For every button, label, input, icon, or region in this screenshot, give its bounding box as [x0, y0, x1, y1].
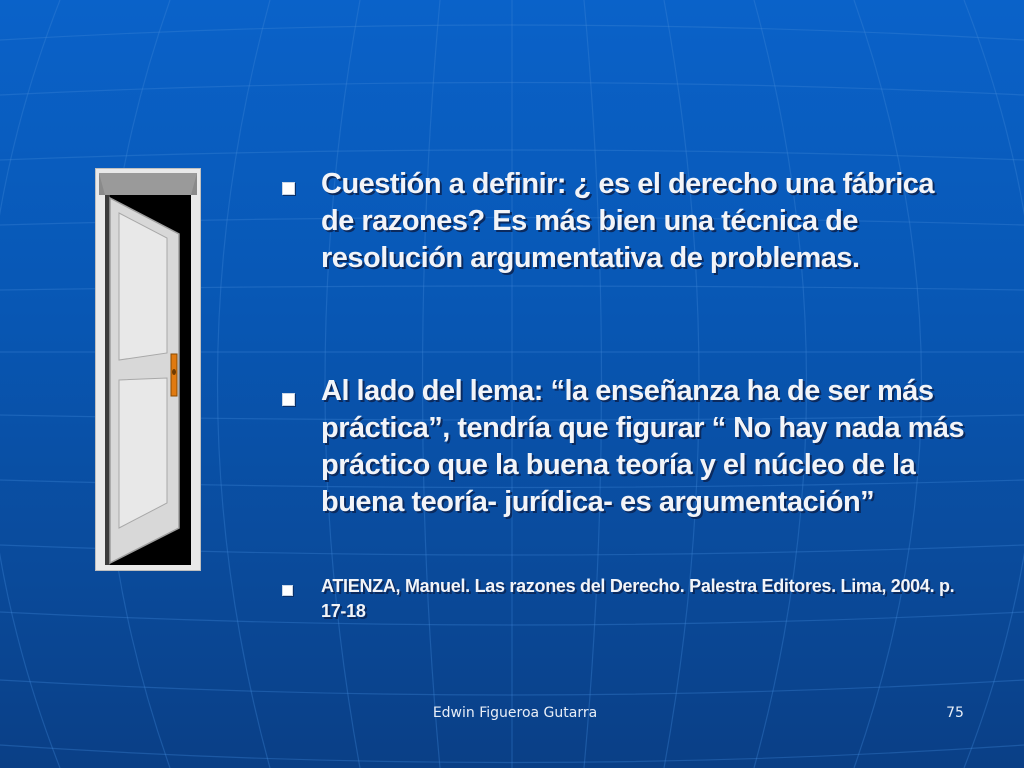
open-door-icon: [95, 168, 201, 571]
footer-author: Edwin Figueroa Gutarra: [432, 705, 598, 721]
bullet-marker: [282, 585, 293, 596]
bullet-marker: [282, 182, 295, 195]
bullet-text: Cuestión a definir: ¿ es el derecho una fábrica de razones? Es más bien una técnica de resolución argumentativa de problemas.: [321, 168, 935, 274]
bullet-text: Al lado del lema: “la enseñanza ha de ser más práctica”, tendría que figurar “ No hay nada más práctico que la buena teoría y el núcleo de la buena teoría- jurídica- es argumentación”: [321, 375, 965, 518]
bullet-marker: [282, 393, 295, 406]
page-number: 75: [946, 705, 964, 721]
bullet-text-reference: ATIENZA, Manuel. Las razones del Derecho. Palestra Editores. Lima, 2004. p. 17-18: [321, 576, 955, 621]
